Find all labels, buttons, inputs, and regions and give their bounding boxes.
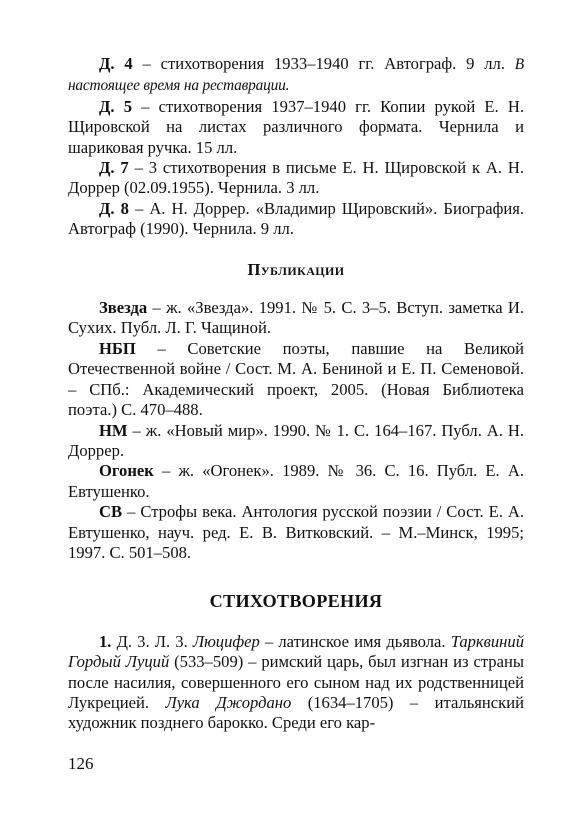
entry-label: СВ bbox=[99, 502, 123, 522]
entry-label: Д. 5 bbox=[99, 96, 133, 116]
publication-entry: Звезда – ж. «Звезда». 1991. № 5. С. 3–5. Вступ. заметка И. Сухих. Публ. Л. Г. Чащиной. bbox=[68, 298, 524, 338]
entry-label: Звезда bbox=[99, 298, 148, 318]
entry-label: НМ bbox=[99, 420, 128, 440]
entry-label: НБП bbox=[99, 338, 136, 358]
commentary-term: Люцифер bbox=[192, 631, 260, 651]
commentary-term: Лука Джордано bbox=[165, 692, 292, 712]
commentary-term: Тарквиний Гордый Луций bbox=[68, 631, 524, 672]
entry-text: А. Н. Доррер. «Владимир Щировский». Биография. Автограф (1990). Чернила. 9 лл. bbox=[68, 198, 525, 239]
commentary-number: 1. bbox=[99, 631, 112, 651]
entry-text: стихотворения 1937–1940 гг. Копии рукой Е. Н. Щировской на листах различного формата. Чернила и шариковая ручка. 15 лл. bbox=[68, 96, 524, 157]
entry-text: ж. «Новый мир». 1990. № 1. С. 164–167. Публ. А. Н. Доррер. bbox=[68, 420, 524, 460]
entry-note: В настоящее время на реставрации. bbox=[68, 56, 524, 95]
publication-entry: СВ – Строфы века. Антология русской поэзии / Сост. Е. А. Евтушенко, науч. ред. Е. В. Витковский. – М.–Минск, 1995; 1997. С. 501–508. bbox=[68, 502, 524, 562]
entry-text: ж. «Звезда». 1991. № 5. С. 3–5. Вступ. заметка И. Сухих. Публ. Л. Г. Чащиной. bbox=[68, 298, 524, 338]
commentary-entry: 1. Д. 3. Л. 3. Люцифер – латинское имя дьявола. Тарквиний Гордый Луций (533–509) – римский царь, был изгнан из страны после насилия, совершенного его сыном над их родственницей Лукрецией. Лука Джордано (1634–1705) – итальянский художник позднего барокко. Среди его кар- bbox=[68, 631, 524, 733]
entry-label: Д. 4 bbox=[99, 54, 133, 73]
publication-entry: НБП – Советские поэты, павшие на Великой Отечественной войне / Сост. М. А. Бениной и Е. П. Семеновой. – СПб.: Академический проект, 2005. (Новая Библиотека поэта.) С. 470–488. bbox=[68, 338, 525, 420]
archive-entry: Д. 5 – стихотворения 1937–1940 гг. Копии рукой Е. Н. Щировской на листах различного формата. Чернила и шариковая ручка. 15 лл. bbox=[68, 96, 524, 157]
entry-text: 3 стихотворения в письме Е. Н. Щировской к А. Н. Доррер (02.09.1955). Чернила. 3 лл. bbox=[68, 158, 525, 198]
poems-heading: СТИХОТВОРЕНИЯ bbox=[209, 591, 383, 612]
entry-label: Д. 7 bbox=[99, 158, 129, 178]
publication-entry: НМ – ж. «Новый мир». 1990. № 1. С. 164–167. Публ. А. Н. Доррер. bbox=[68, 420, 524, 460]
publications-heading: Публикации bbox=[247, 259, 345, 279]
entry-label: Огонек bbox=[99, 461, 154, 481]
entry-text: ж. «Огонек». 1989. № 36. С. 16. Публ. Е. А. Евтушенко. bbox=[68, 461, 524, 501]
publication-entry: Огонек – ж. «Огонек». 1989. № 36. С. 16. Публ. Е. А. Евтушенко. bbox=[68, 461, 524, 501]
entry-label: Д. 8 bbox=[99, 198, 129, 218]
entry-text: стихотворения 1933–1940 гг. Автограф. 9 лл. bbox=[160, 54, 515, 73]
archive-entry: Д. 7 – 3 стихотворения в письме Е. Н. Щировской к А. Н. Доррер (02.09.1955). Чернила. 3 лл. bbox=[68, 158, 525, 198]
page-body bbox=[68, 54, 524, 734]
entry-text: Советские поэты, павшие на Великой Отечественной войне / Сост. М. А. Бениной и Е. П. Семеновой. – СПб.: Академический проект, 2005. (Новая Библиотека поэта.) С. 470–488. bbox=[68, 338, 525, 420]
archive-entry: Д. 8 – А. Н. Доррер. «Владимир Щировский». Биография. Автограф (1990). Чернила. 9 лл. bbox=[68, 198, 525, 239]
page-number: 126 bbox=[68, 754, 94, 773]
archive-entry: Д. 4 – стихотворения 1933–1940 гг. Автограф. 9 лл. В настоящее время на реставрации. bbox=[68, 54, 524, 95]
entry-text: Строфы века. Антология русской поэзии / Сост. Е. А. Евтушенко, науч. ред. Е. В. Витковский. – М.–Минск, 1995; 1997. С. 501–508. bbox=[68, 502, 524, 562]
